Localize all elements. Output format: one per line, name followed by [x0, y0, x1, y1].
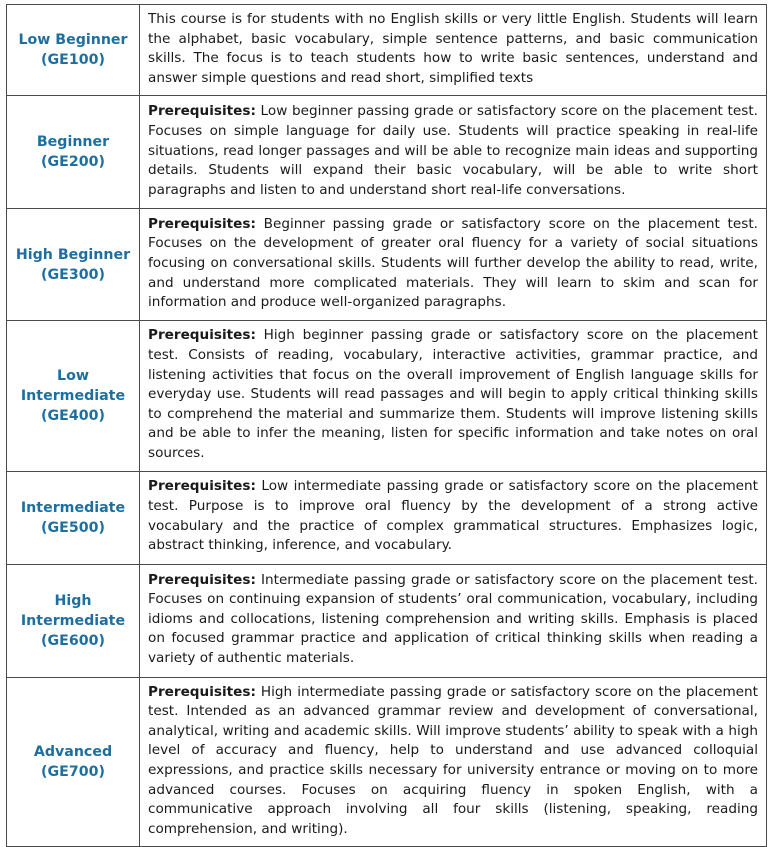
course-description: Focuses on continuing expansion of students’ oral communication, vocabulary, including idioms and collocations, listening comprehension and writing skills. Emphasis is placed on focused grammar practice and application of critical thinking skills when reading a variety of authentic materials. [148, 591, 758, 666]
course-row-ge400 [7, 321, 767, 471]
course-description-cell [140, 471, 767, 564]
course-row-ge300 [7, 209, 767, 321]
course-name-cell [7, 209, 140, 321]
course-description: Purpose is to improve oral fluency by the development of a strong active vocabulary and the practice of complex grammatical structures. Emphasizes logic, abstract thinking, inference, and vocabulary. [148, 497, 759, 554]
course-name-line: Intermediate [20, 499, 126, 516]
course-table [6, 4, 767, 847]
prerequisites-text: Low intermediate passing grade or satisfactory score on the placement test. [148, 478, 758, 514]
course-name-line: Low [57, 367, 89, 384]
course-name-line: Intermediate [20, 612, 126, 629]
prerequisites-text: Beginner passing grade or satisfactory score on the placement test. [263, 215, 758, 232]
course-row-ge600 [7, 564, 767, 677]
course-code: (GE300) [41, 266, 105, 283]
course-name-line: Beginner [36, 134, 110, 151]
course-description-cell [140, 677, 767, 847]
course-name-cell [7, 564, 140, 677]
course-name-cell [7, 471, 140, 564]
prerequisites-text: Low beginner passing grade or satisfactory score on the placement test. [260, 103, 758, 120]
course-description: Intended as an advanced grammar review and development of conversational, analytical, writing and academic skills. Will improve students’ ability to speak with a high level of accuracy and fluency, help to understand and use advanced colloquial expressions, and practice skills necessary for university entrance or moving on to more advanced courses. Focuses on acquiring fluency in spoken English, with a communicative approach involving all four skills (listening, speaking, reading comprehension, and writing). [148, 703, 758, 837]
course-description-cell [140, 5, 767, 96]
course-row-ge200 [7, 96, 767, 209]
prerequisites-label: Prerequisites: [148, 327, 256, 344]
course-row-ge100 [7, 5, 767, 96]
course-description: Focuses on simple language for daily use. Students will practice speaking in real-life situations, read longer passages and will be able to recognize main ideas and supporting details. Students will expand their basic vocabulary, will be able to write short paragraphs and listen to and understand short real-life conversations. [148, 122, 758, 198]
course-name-cell [7, 677, 140, 847]
course-row-ge700 [7, 677, 767, 847]
course-name-line: High Beginner [15, 246, 131, 263]
course-description: Focuses on the development of greater oral fluency for a variety of social situations focusing on conversational skills. Students will further develop the ability to read, write, and understand more complicated materials. They will learn to skim and scan for information and produce well-organized paragraphs. [148, 235, 758, 311]
course-name-cell [7, 5, 140, 96]
prerequisites-text: High beginner passing grade or satisfactory score on the placement test. [148, 327, 758, 363]
course-description-cell [140, 209, 767, 321]
course-description-cell [140, 321, 767, 471]
course-code: (GE500) [41, 519, 105, 536]
prerequisites-label: Prerequisites: [148, 103, 256, 120]
course-name-cell [7, 321, 140, 471]
prerequisites-label: Prerequisites: [148, 571, 256, 588]
course-description: This course is for students with no English skills or very little English. Students will learn the alphabet, basic vocabulary, simple sentence patterns, and basic communication skills. The focus is to teach students how to write basic sentences, understand and answer simple questions and read short, simplified texts [148, 11, 758, 86]
course-code: (GE200) [41, 154, 105, 171]
course-description-cell [140, 96, 767, 209]
course-name-line: Advanced [33, 743, 113, 760]
prerequisites-label: Prerequisites: [148, 215, 256, 232]
course-description-cell [140, 564, 767, 677]
course-code: (GE700) [41, 763, 105, 780]
prerequisites-label: Prerequisites: [148, 683, 256, 700]
course-description: Consists of reading, vocabulary, interactive activities, grammar practice, and listening activities that focus on the overall improvement of English language skills for everyday use. Students will read passages and will begin to apply critical thinking skills to comprehend the material and summarize them. Students will improve listening skills and be able to infer the meaning, listen for specific information and take notes on oral sources. [148, 346, 758, 461]
course-name-line: High [54, 592, 92, 609]
course-code: (GE100) [41, 52, 105, 69]
prerequisites-label: Prerequisites: [148, 478, 256, 495]
course-table-body [7, 5, 767, 847]
course-row-ge500 [7, 471, 767, 564]
course-name-line: Low Beginner [18, 32, 128, 49]
course-name-line: Intermediate [20, 387, 126, 404]
course-name-cell [7, 96, 140, 209]
prerequisites-text: High intermediate passing grade or satisfactory score on the placement test. [148, 683, 758, 720]
course-code: (GE400) [41, 407, 105, 424]
prerequisites-text: Intermediate passing grade or satisfactory score on the placement test. [260, 571, 758, 588]
course-code: (GE600) [41, 632, 105, 649]
